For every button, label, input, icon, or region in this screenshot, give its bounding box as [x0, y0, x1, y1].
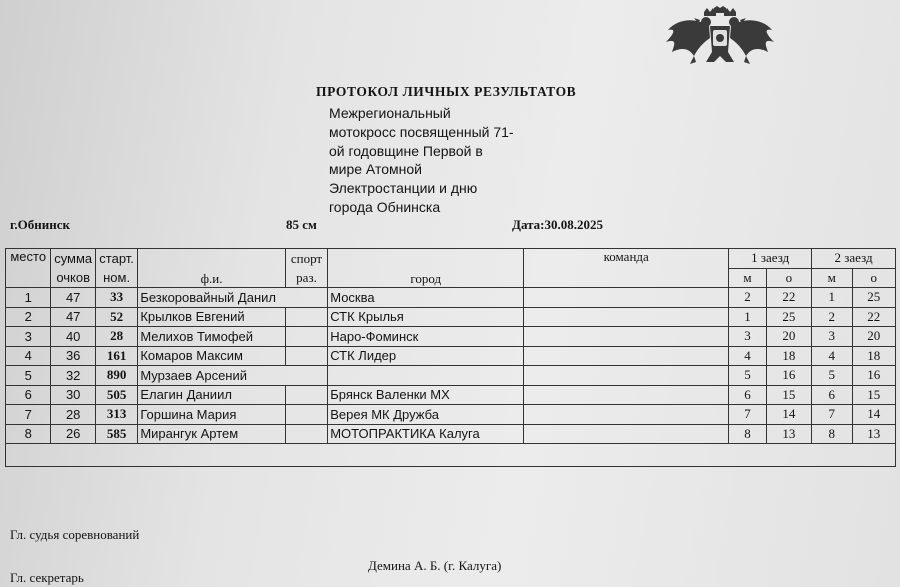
cell-points: 47	[51, 288, 95, 308]
cell-start: 33	[95, 288, 137, 308]
cell-h1o: 22	[766, 288, 811, 308]
cell-h2o: 20	[852, 327, 896, 347]
cell-h2m: 7	[812, 405, 852, 425]
cell-points: 40	[51, 327, 95, 347]
cell-h1o: 20	[766, 327, 811, 347]
cell-h1o: 25	[766, 307, 811, 327]
cell-place: 7	[6, 405, 51, 425]
cell-name: Мирангук Артем	[138, 424, 285, 444]
cell-h1o: 16	[766, 366, 811, 386]
chief-secretary-label: Гл. секретарь	[10, 570, 84, 585]
cell-city: Наро-Фоминск	[328, 327, 524, 347]
cell-city: СТК Крылья	[328, 307, 524, 327]
header-team: команда	[524, 249, 729, 288]
header-points-top: сумма	[51, 249, 95, 269]
cell-start: 161	[95, 346, 137, 366]
cell-name: Комаров Максим	[138, 346, 285, 366]
table-row	[6, 385, 896, 405]
cell-place: 6	[6, 385, 51, 405]
header-place: место	[6, 249, 51, 288]
cell-team	[524, 366, 729, 386]
cell-rank	[285, 327, 327, 347]
header-heat2-m: м	[812, 268, 852, 288]
cell-h1o: 13	[766, 424, 811, 444]
cell-h1m: 2	[729, 288, 766, 308]
cell-points: 30	[51, 385, 95, 405]
empty-cell	[6, 444, 896, 467]
table-row	[6, 366, 896, 386]
cell-h2m: 8	[812, 424, 852, 444]
cell-h1o: 18	[766, 346, 811, 366]
header-heat2-o: о	[852, 268, 896, 288]
cell-start: 52	[95, 307, 137, 327]
cell-team	[524, 307, 729, 327]
race-date: Дата:30.08.2025	[512, 217, 603, 232]
event-line: Электростанции и дню	[329, 180, 478, 197]
cell-city: СТК Лидер	[328, 346, 524, 366]
cell-city: МОТОПРАКТИКА Калуга	[328, 424, 524, 444]
header-heat1: 1 заезд	[729, 249, 812, 269]
cell-h2o: 14	[852, 405, 896, 425]
cell-place: 2	[6, 307, 51, 327]
cell-rank	[285, 424, 327, 444]
header-city: город	[328, 249, 524, 288]
cell-name: Мурзаев Арсений	[138, 366, 328, 386]
cell-city: Верея МК Дружба	[328, 405, 524, 425]
cell-h1o: 15	[766, 385, 811, 405]
header-heat1-o: о	[766, 268, 811, 288]
cell-city: Брянск Валенки МХ	[328, 385, 524, 405]
header-start-top: старт.	[95, 249, 137, 269]
header-start-bottom: ном.	[95, 268, 137, 288]
cell-points: 28	[51, 405, 95, 425]
cell-rank	[285, 346, 327, 366]
header-rank-bottom: раз.	[285, 268, 327, 288]
cell-start: 585	[95, 424, 137, 444]
cell-team	[524, 327, 729, 347]
event-line: мире Атомной	[329, 161, 422, 178]
chief-judge-label: Гл. судья соревнований	[10, 527, 140, 542]
header-heat1-m: м	[729, 268, 766, 288]
table-row	[6, 424, 896, 444]
cell-h2m: 1	[812, 288, 852, 308]
cell-place: 8	[6, 424, 51, 444]
header-name: ф.и.	[138, 249, 285, 288]
cell-h2o: 15	[852, 385, 896, 405]
cell-start: 28	[95, 327, 137, 347]
event-line: города Обнинска	[329, 198, 441, 215]
cell-team	[524, 346, 729, 366]
cell-h2o: 13	[852, 424, 896, 444]
cell-start: 890	[95, 366, 137, 386]
cell-points: 26	[51, 424, 95, 444]
event-line: мотокросс посвященный 71-	[329, 123, 514, 140]
cell-city	[328, 366, 524, 386]
table-row	[6, 405, 896, 425]
cell-h1m: 1	[729, 307, 766, 327]
cell-points: 32	[51, 366, 95, 386]
cell-name: Горшина Мария	[138, 405, 285, 425]
table-row	[6, 288, 896, 308]
cell-h1o: 14	[766, 405, 811, 425]
cell-points: 36	[51, 346, 95, 366]
cell-place: 3	[6, 327, 51, 347]
location: г.Обнинск	[10, 217, 71, 232]
cell-place: 1	[6, 288, 51, 308]
event-description	[329, 104, 544, 217]
event-line: Межрегиональный	[329, 105, 451, 121]
cell-h2m: 6	[812, 385, 852, 405]
cell-h1m: 5	[729, 366, 766, 386]
cell-rank	[285, 405, 327, 425]
cell-rank	[285, 307, 327, 327]
cell-place: 5	[6, 366, 51, 386]
header-row	[6, 249, 896, 269]
cell-team	[524, 288, 729, 308]
cell-h1m: 3	[729, 327, 766, 347]
cell-h1m: 4	[729, 346, 766, 366]
cell-name: Крылков Евгений	[138, 307, 285, 327]
protocol-title: ПРОТОКОЛ ЛИЧНЫХ РЕЗУЛЬТАТОВ	[316, 84, 577, 99]
table-row	[6, 307, 896, 327]
cell-h2o: 18	[852, 346, 896, 366]
cell-team	[524, 405, 729, 425]
cell-team	[524, 424, 729, 444]
header-points-bottom: очков	[51, 268, 95, 288]
cell-h1m: 8	[729, 424, 766, 444]
secretary-name: Демина А. Б. (г. Калуга)	[368, 558, 502, 573]
cell-points: 47	[51, 307, 95, 327]
results-table	[5, 248, 896, 467]
cell-place: 4	[6, 346, 51, 366]
cell-h2m: 4	[812, 346, 852, 366]
header-heat2: 2 заезд	[812, 249, 896, 269]
race-class: 85 см	[286, 217, 317, 232]
cell-start: 505	[95, 385, 137, 405]
cell-start: 313	[95, 405, 137, 425]
cell-name: Безкоровайный Данил	[138, 288, 328, 308]
cell-rank	[285, 385, 327, 405]
cell-h2m: 5	[812, 366, 852, 386]
table-row	[6, 327, 896, 347]
cell-h2o: 16	[852, 366, 896, 386]
event-line: ой годовщине Первой в	[329, 142, 483, 159]
table-row	[6, 346, 896, 366]
double-headed-eagle-emblem	[664, 6, 776, 70]
cell-h2m: 2	[812, 307, 852, 327]
cell-h1m: 7	[729, 405, 766, 425]
cell-h2o: 22	[852, 307, 896, 327]
cell-team	[524, 385, 729, 405]
cell-name: Мелихов Тимофей	[138, 327, 285, 347]
cell-h2m: 3	[812, 327, 852, 347]
header-rank-top: спорт	[285, 249, 327, 269]
cell-h2o: 25	[852, 288, 896, 308]
cell-h1m: 6	[729, 385, 766, 405]
cell-city: Москва	[328, 288, 524, 308]
cell-name: Елагин Даниил	[138, 385, 285, 405]
empty-row	[6, 444, 896, 467]
